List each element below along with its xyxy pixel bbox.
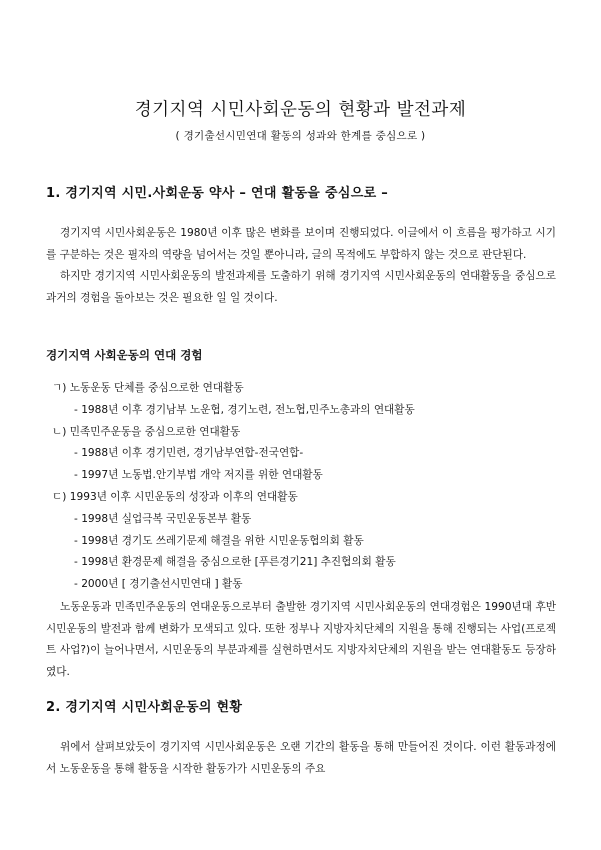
- section-2-body: [46, 737, 556, 780]
- list-item: - 1988년 이후 경기민련, 경기남부연합-전국연합-: [74, 447, 304, 460]
- solidarity-experience-list: [46, 378, 566, 596]
- paragraph: 경기지역 시민사회운동은 1980년 이후 많은 변화를 보이며 진행되었다. 이글에서 이 흐름을 평가하고 시기를 구분하는 것은 필자의 역량을 넘어서는 것일 뿐아니라, 글의 목적에도 부합하지 않는 것으로 판단된다.: [46, 227, 556, 261]
- section-1-heading: 1. 경기지역 시민.사회운동 약사 – 연대 활동을 중심으로 –: [46, 186, 389, 201]
- paragraph: 위에서 살펴보았듯이 경기지역 시민사회운동은 오랜 기간의 활동을 통해 만들어진 것이다. 이런 활동과정에서 노동운동을 통해 활동을 시작한 활동가가 시민운동의 주요: [46, 741, 556, 775]
- list-item: - 1997년 노동법.안기부법 개악 저지를 위한 연대활동: [74, 469, 323, 482]
- document-title: 경기지역 시민사회운동의 현황과 발전과제: [134, 100, 467, 120]
- list-item: ㄷ) 1993년 이후 시민운동의 성장과 이후의 연대활동: [52, 490, 298, 503]
- list-item: ㄴ) 민족민주운동을 중심으로한 연대활동: [52, 425, 241, 438]
- document-subtitle: ( 경기출선시민연대 활동의 성과와 한계를 중심으로 ): [175, 130, 426, 142]
- list-item: - 2000년 [ 경기출선시민연대 ] 활동: [74, 578, 243, 591]
- list-item: - 1988년 이후 경기남부 노운협, 경기노련, 전노협,민주노총과의 연대활동: [74, 403, 415, 416]
- paragraph: 하지만 경기지역 시민사회운동의 발전과제를 도출하기 위해 경기지역 시민사회운동의 연대활동을 중심으로 과거의 경험을 돌아보는 것은 필요한 일 일 것이다.: [46, 270, 556, 304]
- section-1-subheading: 경기지역 사회운동의 연대 경험: [46, 348, 203, 362]
- paragraph: 노동운동과 민족민주운동의 연대운동으로부터 출발한 경기지역 시민사회운동의 연대경험은 1990년대 후반 시민운동의 발전과 함께 변화가 모색되고 있다. 또한 정부나 지방자치단체의 지원을 통해 진행되는 사업(프로젝트 사업?)이 늘어나면서, 시민운동의 부분과제를 실현하면서도 지방자치단체의 지원을 받는 연대활동도 등장하였다.: [46, 601, 556, 678]
- section-1-intro: [46, 223, 556, 309]
- list-item: - 1998년 실업극복 국민운동본부 활동: [74, 512, 252, 525]
- list-item: ㄱ) 노동운동 단체를 중심으로한 연대활동: [52, 382, 244, 394]
- section-2-heading: 2. 경기지역 시민사회운동의 현황: [46, 700, 243, 715]
- list-item: - 1998년 경기도 쓰레기문제 해결을 위한 시민운동협의회 활동: [74, 534, 364, 547]
- list-item: - 1998년 환경문제 해결을 중심으로한 [푸른경기21] 추진협의회 활동: [74, 556, 396, 569]
- section-1-closing: [46, 597, 556, 683]
